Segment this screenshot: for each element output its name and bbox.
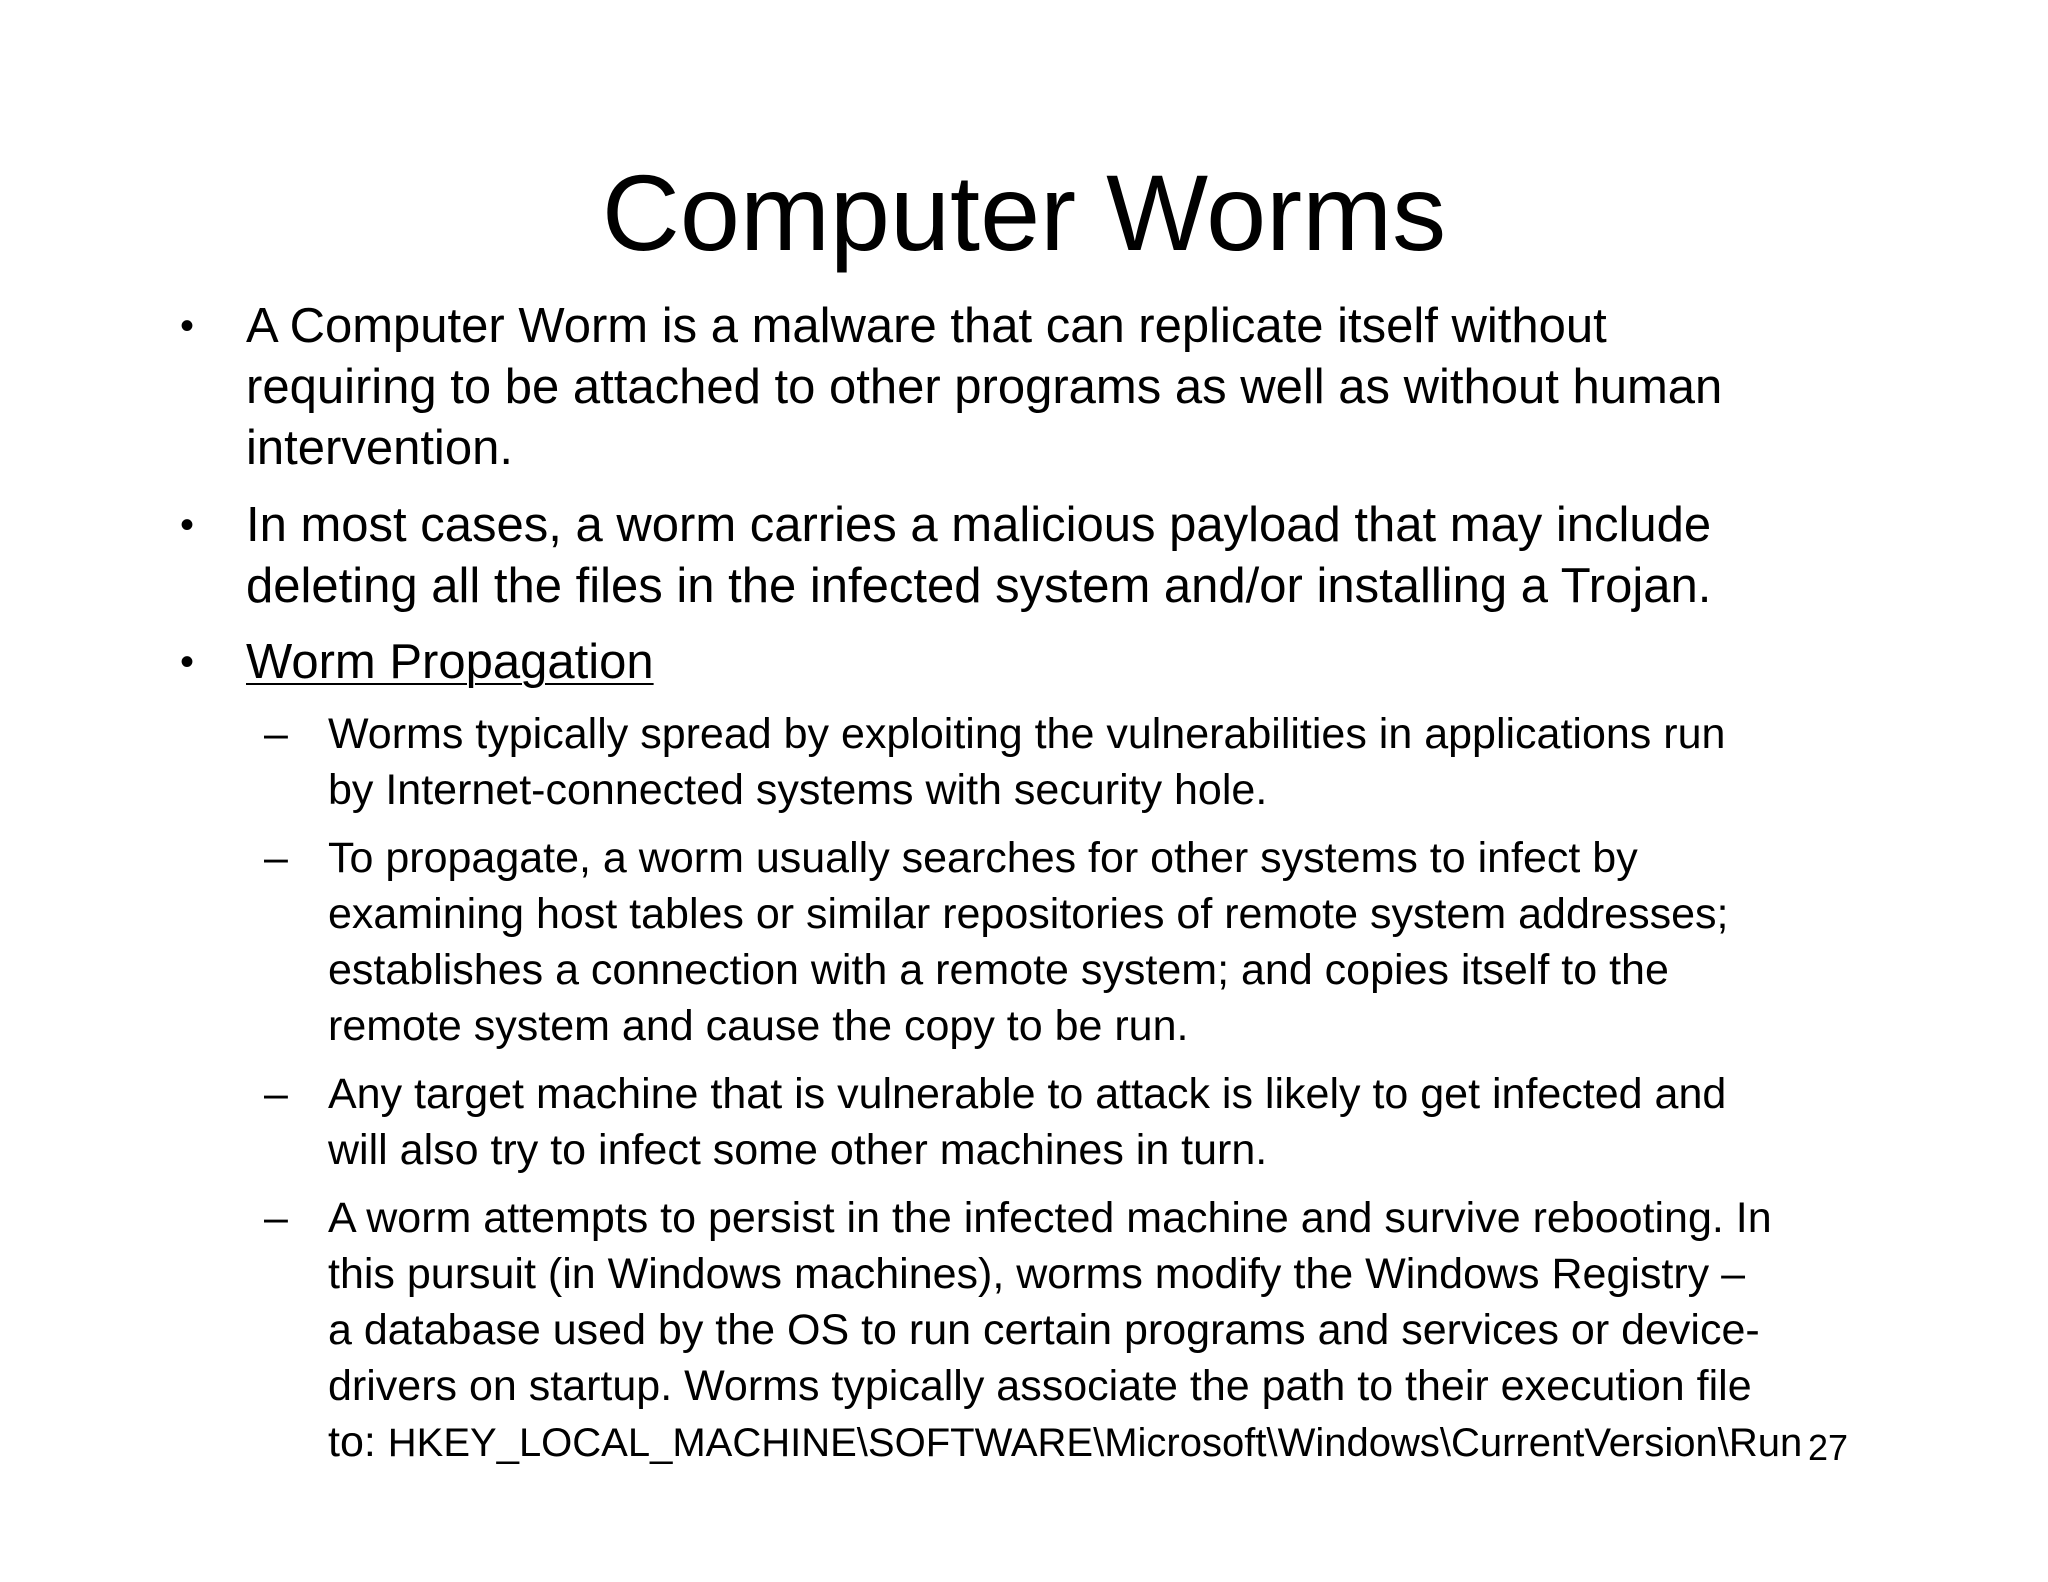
sub-bullet-item xyxy=(264,706,1968,818)
sub-bullet-line: a database used by the OS to run certain programs and services or device- xyxy=(328,1306,1760,1354)
registry-path: HKEY_LOCAL_MACHINE\SOFTWARE\Microsoft\Windows\CurrentVersion\Run xyxy=(387,1421,1803,1465)
sub-bullet-line: by Internet-connected systems with security hole. xyxy=(328,766,1268,814)
sub-bullet-marker: – xyxy=(264,1194,288,1242)
slide-title: Computer Worms xyxy=(601,152,1447,273)
sub-bullet-item xyxy=(264,1190,1968,1471)
bullet-line: A Computer Worm is a malware that can replicate itself without xyxy=(246,299,1607,353)
page-number: 27 xyxy=(1808,1427,1849,1468)
bullet-item xyxy=(180,632,1946,693)
sub-bullet-line: establishes a connection with a remote system; and copies itself to the xyxy=(328,946,1669,994)
bullet-line: intervention. xyxy=(246,421,513,475)
sub-bullet-line: will also try to infect some other machines in turn. xyxy=(328,1126,1268,1174)
registry-prefix: to: xyxy=(328,1418,388,1466)
sub-bullet-item xyxy=(264,830,1968,1054)
bullet-line: In most cases, a worm carries a malicious payload that may include xyxy=(246,498,1712,552)
sub-bullet-line: drivers on startup. Worms typically associate the path to their execution file xyxy=(328,1362,1752,1410)
sub-bullet-line: remote system and cause the copy to be run. xyxy=(328,1002,1189,1050)
bullet-line: requiring to be attached to other programs as well as without human xyxy=(246,360,1723,414)
sub-bullet-line: A worm attempts to persist in the infected machine and survive rebooting. In xyxy=(328,1194,1772,1242)
bullet-marker: • xyxy=(180,503,195,547)
sub-bullet-line: this pursuit (in Windows machines), worms modify the Windows Registry – xyxy=(328,1250,1746,1298)
bullet-marker: • xyxy=(180,304,195,348)
sub-bullet-item xyxy=(264,1066,1968,1178)
bullet-marker: • xyxy=(180,640,195,684)
sub-bullet-marker: – xyxy=(264,710,288,758)
bullet-item xyxy=(180,296,1946,479)
sub-bullet-marker: – xyxy=(264,834,288,882)
bullet-line: deleting all the files in the infected system and/or installing a Trojan. xyxy=(246,559,1712,613)
sub-bullet-line xyxy=(328,1414,1968,1471)
sub-bullet-marker: – xyxy=(264,1070,288,1118)
sub-bullet-line: To propagate, a worm usually searches for other systems to infect by xyxy=(328,834,1638,882)
bullet-item xyxy=(180,495,1946,617)
sub-bullet-line: Worms typically spread by exploiting the vulnerabilities in applications run xyxy=(328,710,1726,758)
sub-bullet-line: examining host tables or similar repositories of remote system addresses; xyxy=(328,890,1729,938)
section-heading-worm-propagation: Worm Propagation xyxy=(246,635,654,689)
sub-bullet-line: Any target machine that is vulnerable to attack is likely to get infected and xyxy=(328,1070,1727,1118)
